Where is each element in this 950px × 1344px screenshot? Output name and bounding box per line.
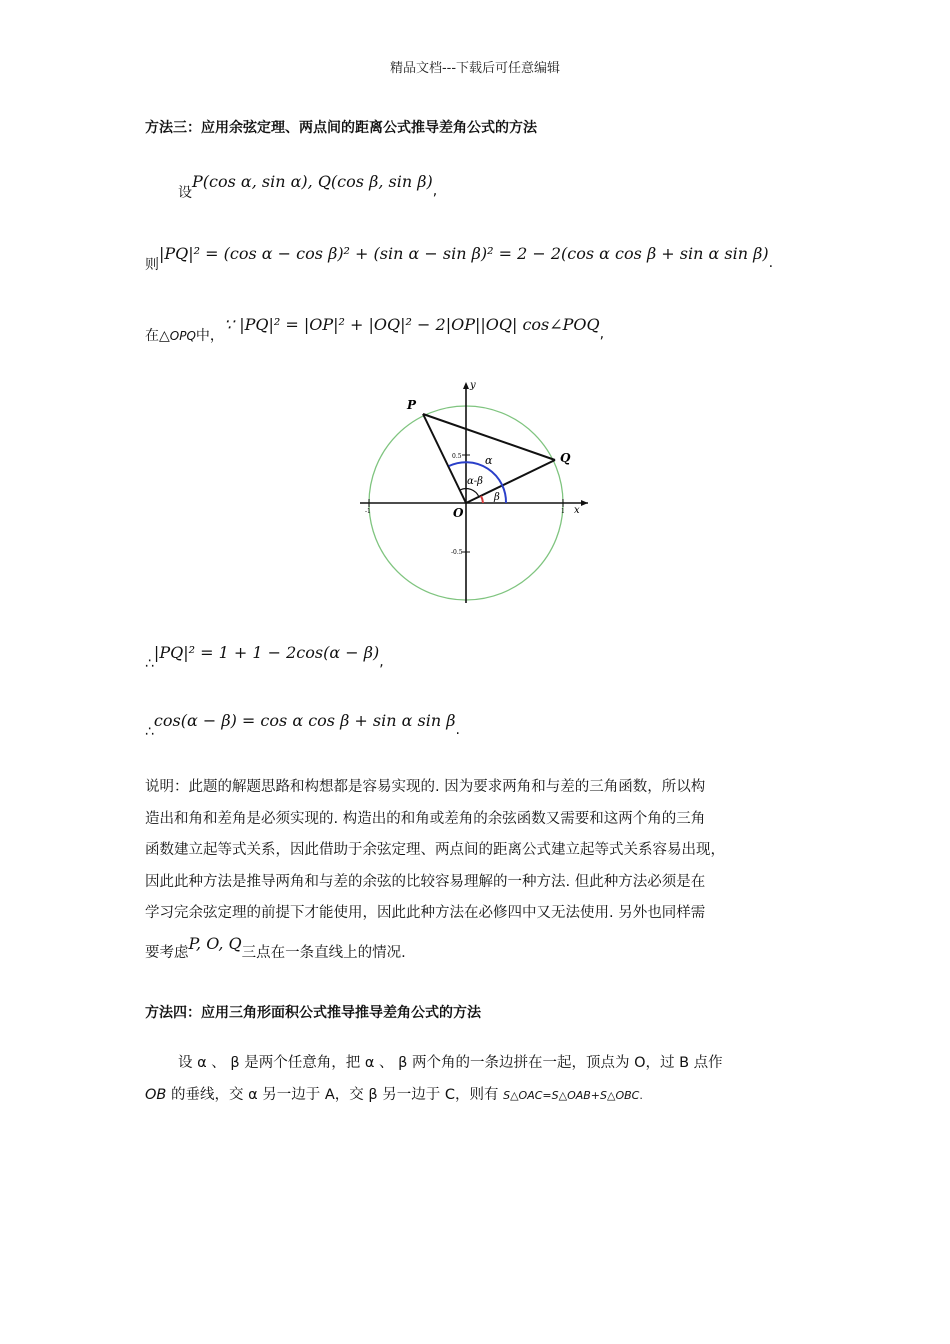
line3-mid: 中，: [195, 328, 224, 344]
line3-suffix: ,: [599, 326, 605, 342]
method4-p2: [145, 1080, 643, 1112]
line5-prefix: ∴: [145, 724, 154, 740]
beta-arc: [481, 496, 483, 503]
method4-p1: 设 α 、 β 是两个任意角，把 α 、 β 两个角的一条边拼在一起，顶点为 O，过 B 点作: [178, 1055, 723, 1071]
line2: [145, 244, 774, 273]
tick-label-y-pos: 0.5: [452, 453, 462, 460]
line3: [145, 315, 605, 344]
line1-suffix: ,: [432, 183, 438, 199]
tick-label-y-neg: -0.5: [451, 549, 463, 556]
line1: [178, 172, 438, 201]
note-last-math: P, O, Q: [188, 933, 242, 953]
label-beta: β: [494, 492, 500, 503]
method4-area-formula: S△OAC=S△OAB+S△OBC: [503, 1089, 640, 1102]
line2-math: |PQ|² = (cos α − cos β)² + (sin α − sin β)² = 2 − 2(cos α cos β + sin α sin β): [159, 244, 769, 263]
method4-p2-end: .: [639, 1089, 643, 1102]
label-y: y: [470, 380, 476, 391]
tick-label-x-neg: -1: [365, 508, 371, 515]
tick-label-x-pos: 1: [561, 508, 565, 515]
method4-ob: OB: [145, 1087, 167, 1103]
label-x: x: [574, 505, 580, 516]
x-axis-arrow: [581, 500, 588, 506]
method3-heading: 方法三：应用余弦定理、两点间的距离公式推导差角公式的方法: [145, 120, 537, 136]
note-line-5: 学习完余弦定理的前提下才能使用，因此此种方法在必修四中又无法使用. 另外也同样需: [145, 905, 706, 921]
page-header: 精品文档---下载后可任意编辑: [389, 61, 561, 76]
line3-math: ∵ |PQ|² = |OP|² + |OQ|² − 2|OP||OQ| cos∠POQ: [223, 315, 600, 334]
method4-p2-text: 的垂线，交 α 另一边于 A，交 β 另一边于 C，则有: [166, 1087, 504, 1103]
line4-math: |PQ|² = 1 + 1 − 2cos(α − β): [153, 643, 380, 662]
line4-suffix: ,: [379, 654, 384, 670]
label-alpha-minus-beta: α-β: [467, 476, 483, 487]
label-Q: Q: [560, 451, 571, 465]
note-line-3: 函数建立起等式关系，因此借助于余弦定理、两点间的距离公式建立起等式关系容易出现，: [145, 842, 725, 858]
line3-triangle: OPQ: [169, 329, 196, 343]
line4: [145, 643, 384, 672]
method3-note: [145, 772, 725, 967]
line2-prefix: 则: [145, 257, 159, 273]
y-axis-arrow: [463, 382, 469, 389]
method4-heading: 方法四：应用三角形面积公式推导推导差角公式的方法: [145, 1005, 481, 1021]
label-O: O: [453, 506, 464, 520]
line5-suffix: .: [455, 722, 460, 738]
line3-prefix: 在△: [145, 328, 170, 344]
line1-math: P(cos α, sin α), Q(cos β, sin β): [192, 172, 433, 191]
note-line-6: [145, 933, 725, 968]
note-last-prefix: 要考虑: [145, 944, 189, 961]
note-line-4: 因此此种方法是推导两角和与差的余弦的比较容易理解的一种方法. 但此种方法必须是在: [145, 873, 706, 890]
unit-circle-figure: [355, 372, 600, 612]
line2-suffix: .: [768, 255, 774, 271]
line5: [145, 711, 460, 740]
note-line-2: 造出和角和差角是必须实现的. 构造出的和角或差角的余弦函数又需要和这两个角的三角: [145, 810, 706, 827]
line4-prefix: ∴: [145, 656, 154, 672]
label-P: P: [407, 398, 417, 412]
label-alpha: α: [485, 454, 493, 467]
line5-math: cos(α − β) = cos α cos β + sin α sin β: [153, 711, 456, 730]
note-line-1: 说明：此题的解题思路和构想都是容易实现的. 因为要求两角和与差的三角函数，所以构: [145, 779, 706, 795]
note-last-suffix: 三点在一条直线上的情况.: [241, 944, 406, 961]
line1-prefix: 设: [178, 185, 192, 201]
